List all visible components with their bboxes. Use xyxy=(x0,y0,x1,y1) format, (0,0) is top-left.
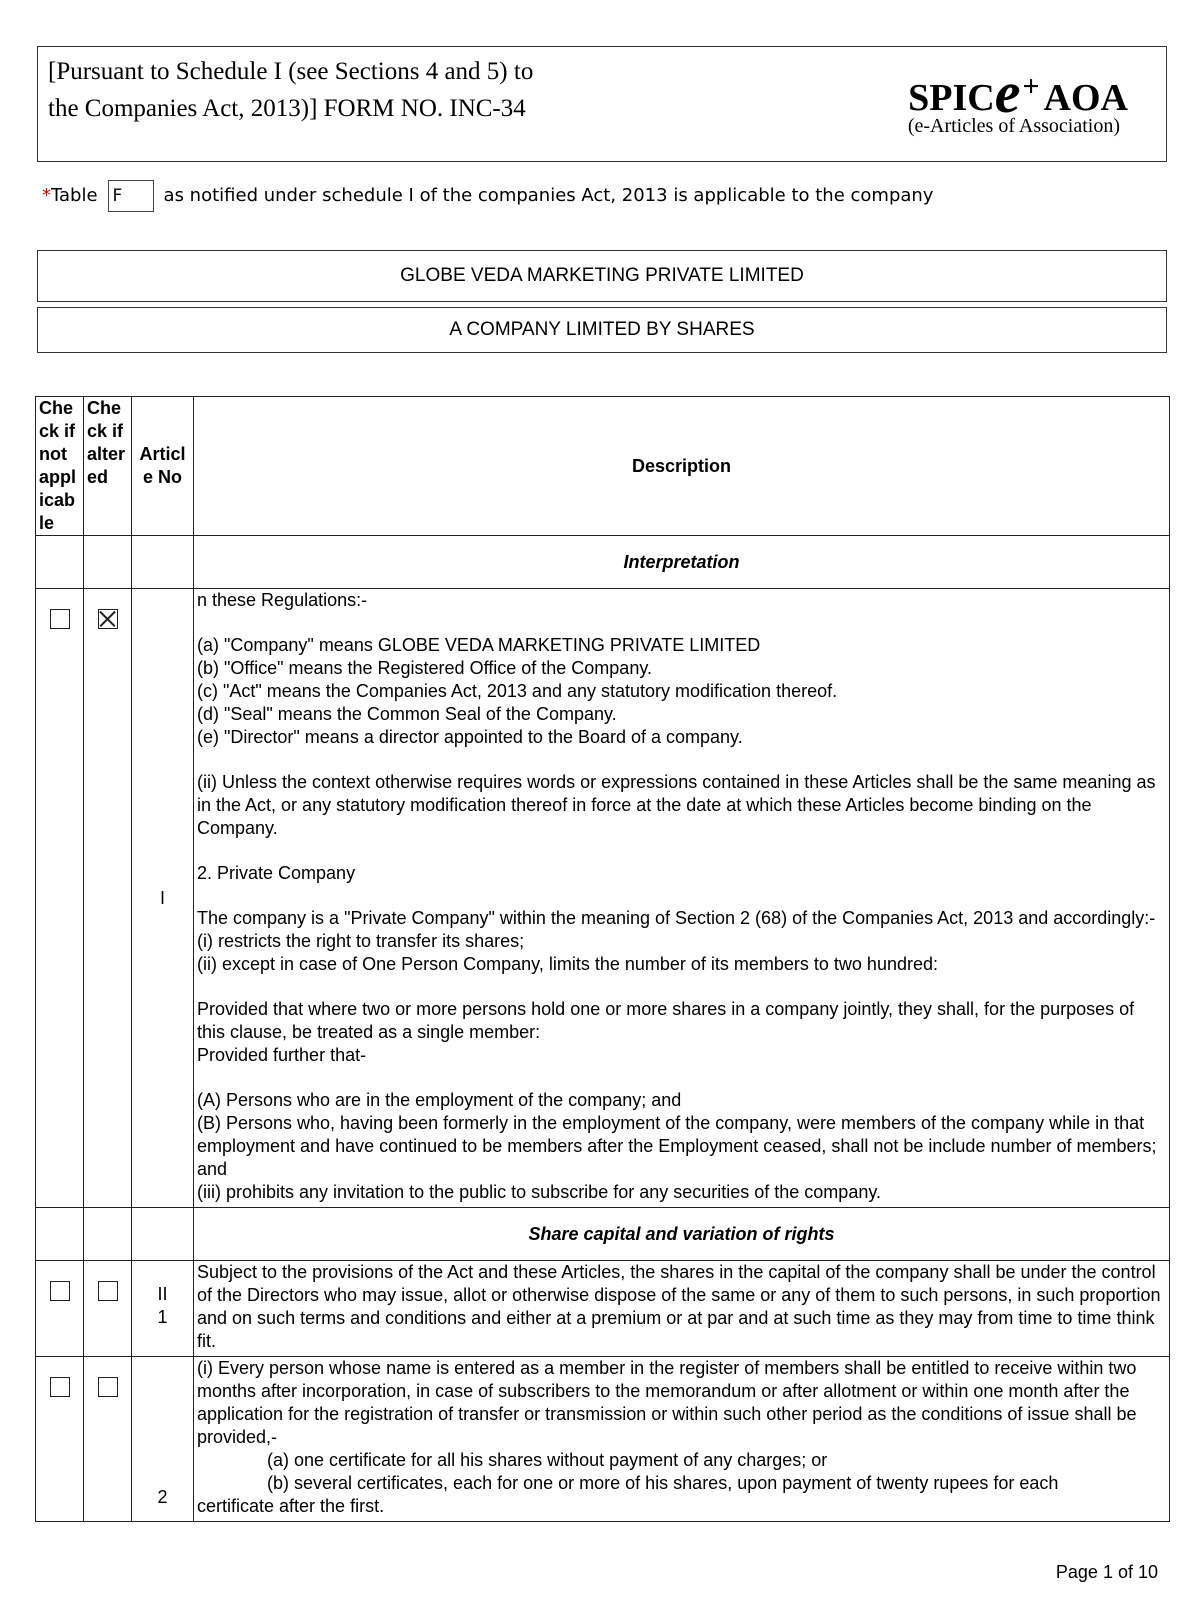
col-altered: Che ck if alter ed xyxy=(84,397,132,536)
form-reference xyxy=(48,53,668,127)
section-row-interpretation xyxy=(36,536,1170,589)
form-reference-line-2: the Companies Act, 2013)] FORM NO. INC-34 xyxy=(48,95,526,122)
form-header xyxy=(37,46,1167,162)
not-applicable-checkbox[interactable] xyxy=(50,609,70,629)
altered-checkbox[interactable] xyxy=(98,1377,118,1397)
not-applicable-checkbox[interactable] xyxy=(50,1377,70,1397)
article-description: Subject to the provisions of the Act and these Articles, the shares in the capital of the company shall be under the control of the Directors who may issue, allot or otherwise dispose of the same or any of them to such persons, in such proportion and on such terms and conditions and either at a premium or at par and at such time as they may from time to time think fit. xyxy=(194,1261,1170,1357)
brand-suffix: AOA xyxy=(1043,77,1128,119)
article-row-1 xyxy=(36,589,1170,1208)
required-mark: * xyxy=(42,185,51,206)
not-applicable-checkbox[interactable] xyxy=(50,1281,70,1301)
section-row-share-capital xyxy=(36,1208,1170,1261)
articles-table xyxy=(35,396,1170,1522)
table-applicability xyxy=(42,180,933,212)
form-reference-line-1: [Pursuant to Schedule I (see Sections 4 and 5) to xyxy=(48,58,534,85)
brand-e: e xyxy=(994,60,1021,125)
article-description: n these Regulations:- (a) "Company" means GLOBE VEDA MARKETING PRIVATE LIMITED (b) "Office" means the Registered Office of the Company. (c) "Act" means the Companies Act, 2013 and any statutory modification thereof. (d) "Seal" means the Common Seal of the Company. (e) "Director" means a director appointed to the Board of a company. (ii) Unless the context otherwise requires words or expressions contained in these Articles shall be the same meaning as in the Act, or any statutory modification thereof in force at the date at which these Articles become binding on the Company. 2. Private Company The company is a "Private Company" within the meaning of Section 2 (68) of the Companies Act, 2013 and accordingly:- (i) restricts the right to transfer its shares; (ii) except in case of One Person Company, limits the number of its members to two hundred: Provided that where two or more persons hold one or more shares in a company jointly, they shall, for the purposes of this clause, be treated as a single member: Provided further that- (A) Persons who are in the employment of the company; and (B) Persons who, having been formerly in the employment of the company, were members of the company while in that employment and have continued to be members after the Employment ceased, shall not be include number of members; and (iii) prohibits any invitation to the public to subscribe for any securities of the company. xyxy=(194,589,1170,1208)
spice-aoa-logo xyxy=(908,57,1128,124)
altered-checkbox[interactable] xyxy=(98,1281,118,1301)
col-description: Description xyxy=(194,397,1170,536)
article-number: I xyxy=(132,589,194,1208)
col-not-applicable: Che ck if not appl icab le xyxy=(36,397,84,536)
article-number: 2 xyxy=(132,1357,194,1522)
section-title: Interpretation xyxy=(194,536,1170,589)
company-name: GLOBE VEDA MARKETING PRIVATE LIMITED xyxy=(37,250,1167,302)
brand-subtitle: (e-Articles of Association) xyxy=(907,115,1120,137)
section-title: Share capital and variation of rights xyxy=(194,1208,1170,1261)
altered-checkbox[interactable] xyxy=(98,609,118,629)
article-row-2-1 xyxy=(36,1261,1170,1357)
article-description: (i) Every person whose name is entered as a member in the register of members shall be entitled to receive within two months after incorporation, in case of subscribers to the memorandum or after allotment or within one month after the application for the registration of transfer or transmission or within such other period as the conditions of issue shall be provided,- (a) one certificate for all his shares without payment of any charges; or (b) several certificates, each for one or more of his shares, upon payment of twenty rupees for each certificate after the first. xyxy=(194,1357,1170,1522)
table-label: Table xyxy=(51,185,98,206)
company-type: A COMPANY LIMITED BY SHARES xyxy=(37,307,1167,353)
table-header-row xyxy=(36,397,1170,536)
table-applicability-text: as notified under schedule I of the companies Act, 2013 is applicable to the company xyxy=(163,185,934,206)
brand-prefix: SPIC xyxy=(908,77,995,119)
col-article-no: Articl e No xyxy=(132,397,194,536)
article-number: II 1 xyxy=(132,1261,194,1357)
table-value-field[interactable]: F xyxy=(108,180,154,212)
page-number: Page 1 of 10 xyxy=(1055,1562,1158,1582)
brand-plus: + xyxy=(1022,70,1040,103)
article-row-2-2 xyxy=(36,1357,1170,1522)
